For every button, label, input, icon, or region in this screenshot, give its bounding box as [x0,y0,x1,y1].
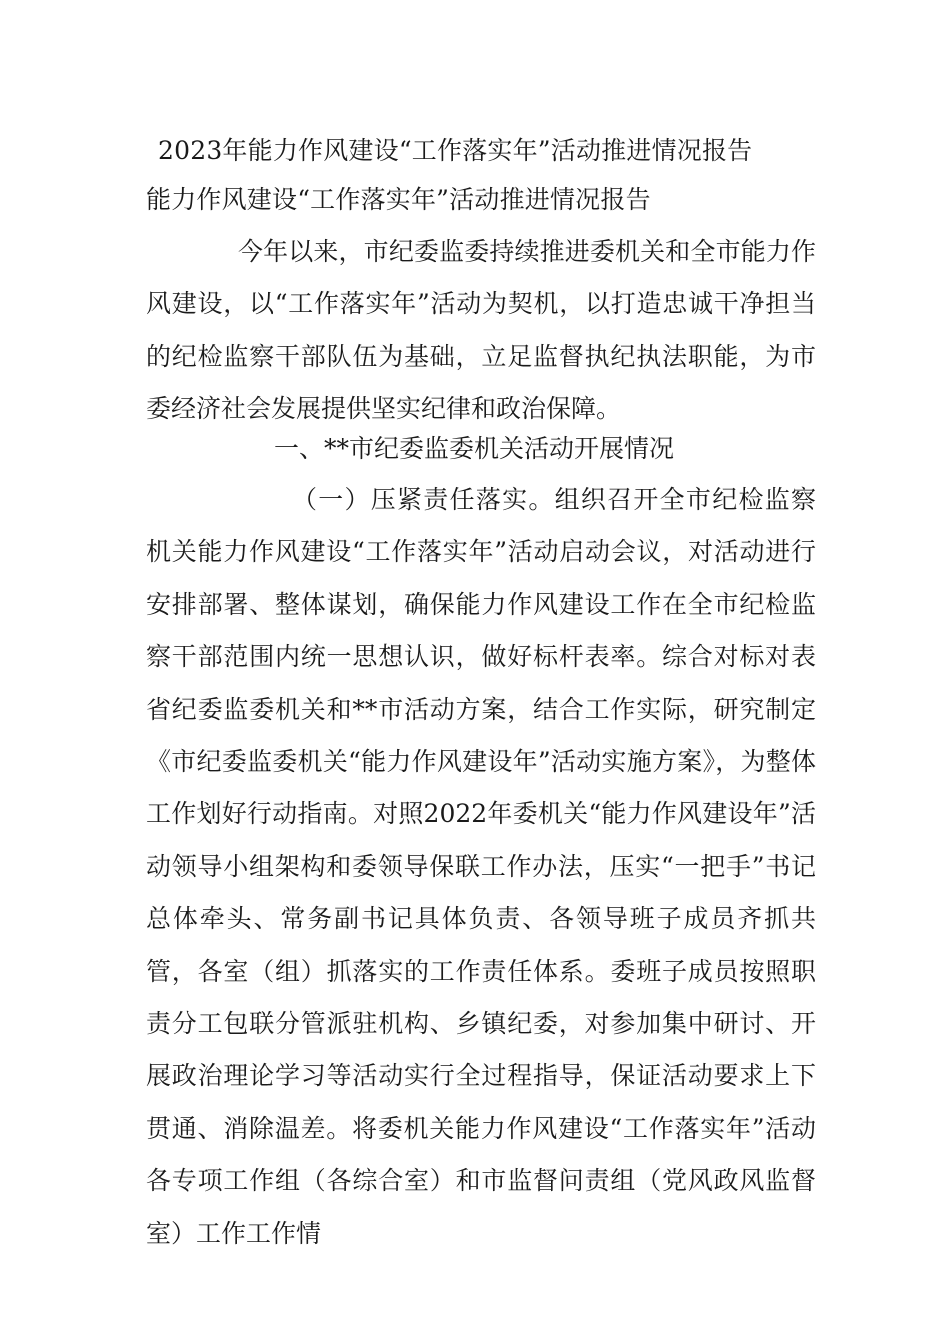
document-subtitle: 能力作风建设“工作落实年”活动推进情况报告 [146,185,651,214]
body-paragraph: （一）压紧责任落实。组织召开全市纪检监察机关能力作风建设“工作落实年”活动启动会议，对活动进行安排部署、整体谋划，确保能力作风建设工作在全市纪检监察干部范围内统一思想认识，做好标杆表率。综合对标对表省纪委监委机关和**市活动方案，结合工作实际，研究制定《市纪委监委机关“能力作风建设年”活动实施方案》，为整体工作划好行动指南。对照2022年委机关“能力作风建设年”活动领导小组架构和委领导保联工作办法，压实“一把手”书记总体牵头、常务副书记具体负责、各领导班子成员齐抓共管，各室（组）抓落实的工作责任体系。委班子成员按照职责分工包联分管派驻机构、乡镇纪委，对参加集中研讨、开展政治理论学习等活动实行全过程指导，保证活动要求上下贯通、消除温差。将委机关能力作风建设“工作落实年”活动各专项工作组（各综合室）和市监督问责组（党风政风监督室）工作工作情 [146,485,816,1248]
section-heading: 一、**市纪委监委机关活动开展情况 [274,434,675,463]
document-title: 2023年能力作风建设“工作落实年”活动推进情况报告 [158,136,753,165]
intro-paragraph: 今年以来，市纪委监委持续推进委机关和全市能力作风建设，以“工作落实年”活动为契机，以打造忠诚干净担当的纪检监察干部队伍为基础，立足监督执纪执法职能，为市委经济社会发展提供坚实纪律和政治保障。 [146,237,816,424]
